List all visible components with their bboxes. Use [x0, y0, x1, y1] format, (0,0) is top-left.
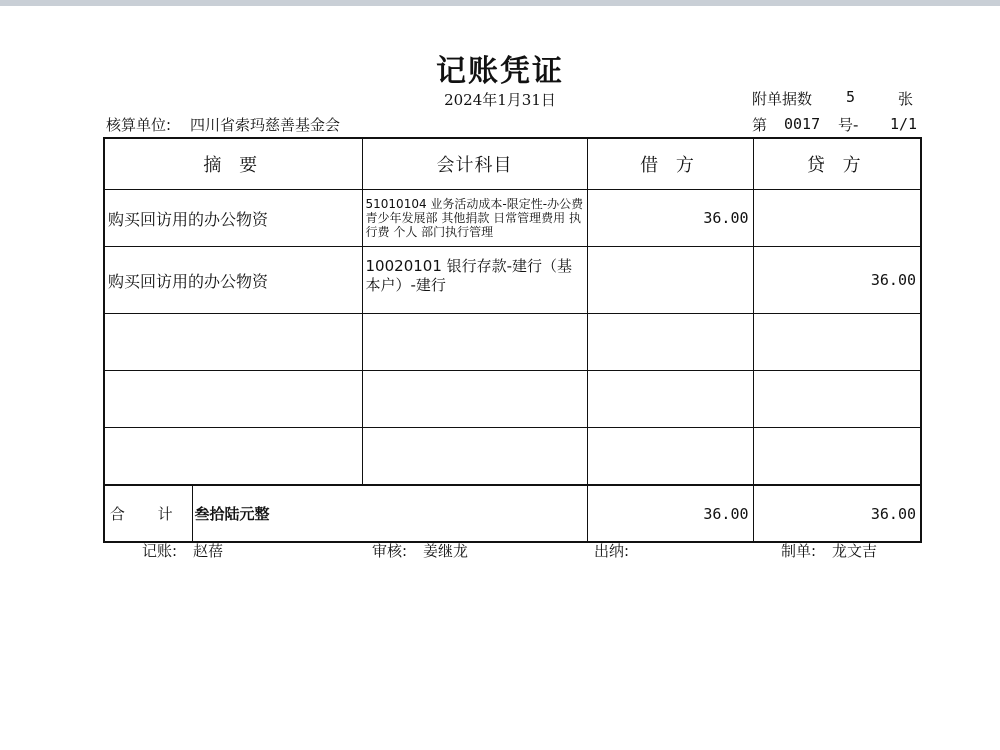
- column-summary-header: 摘 要: [104, 138, 362, 190]
- voucher-page: 1/1: [890, 115, 918, 133]
- voucher-table: [103, 137, 922, 543]
- entry-account: 10020101 银行存款-建行（基本户）-建行: [362, 247, 587, 314]
- voucher-title: 记账凭证: [436, 54, 564, 89]
- voucher-date: 2024年1月31日: [444, 91, 556, 109]
- entry-debit: [587, 428, 753, 486]
- reviewer-label: 审核:: [372, 542, 408, 560]
- column-account-header: 会计科目: [362, 138, 587, 190]
- entry-account: [362, 371, 587, 428]
- entry-debit: 36.00: [587, 190, 753, 247]
- attachments-count: 5: [846, 88, 856, 106]
- cashier-label: 出纳:: [594, 542, 630, 560]
- entry-summary: [104, 428, 362, 486]
- entry-account: 51010104 业务活动成本-限定性-办公费 青少年发展部 其他捐款 日常管理费用 执行费 个人 部门执行管理: [362, 190, 587, 247]
- table-row: [104, 247, 921, 314]
- total-row: [104, 485, 921, 542]
- preparer-label: 制单:: [781, 542, 817, 560]
- preparer-name: 龙文吉: [832, 542, 878, 560]
- entry-summary: 购买回访用的办公物资: [104, 190, 362, 247]
- entry-summary: 购买回访用的办公物资: [104, 247, 362, 314]
- scan-top-edge: [0, 0, 1000, 6]
- voucher-number: 0017: [784, 115, 821, 133]
- table-row: [104, 190, 921, 247]
- column-credit-header: 贷 方: [753, 138, 921, 190]
- table-row: [104, 428, 921, 486]
- entry-account: [362, 314, 587, 371]
- entry-account: [362, 428, 587, 486]
- entry-summary: [104, 314, 362, 371]
- entry-credit: [753, 314, 921, 371]
- entry-credit: [753, 371, 921, 428]
- table-row: [104, 314, 921, 371]
- total-label: 合 计: [104, 485, 192, 542]
- column-debit-header: 借 方: [587, 138, 753, 190]
- entry-debit: [587, 314, 753, 371]
- table-row: [104, 371, 921, 428]
- attachments-unit: 张: [898, 90, 914, 108]
- entry-debit: [587, 371, 753, 428]
- total-amount-words: 叁拾陆元整: [192, 485, 587, 542]
- entry-credit: 36.00: [753, 247, 921, 314]
- unit-label: 核算单位:: [106, 116, 172, 134]
- total-credit: 36.00: [753, 485, 921, 542]
- reviewer-name: 姜继龙: [423, 542, 469, 560]
- attachments-label: 附单据数: [752, 90, 813, 108]
- entry-credit: [753, 190, 921, 247]
- bookkeeper-label: 记账:: [142, 542, 178, 560]
- unit-name: 四川省索玛慈善基金会: [190, 116, 341, 134]
- bookkeeper-name: 赵蓓: [193, 542, 224, 560]
- voucher-no-prefix: 第: [752, 116, 768, 134]
- entry-debit: [587, 247, 753, 314]
- entry-summary: [104, 371, 362, 428]
- entry-credit: [753, 428, 921, 486]
- voucher-no-suffix: 号-: [838, 116, 859, 134]
- total-debit: 36.00: [587, 485, 753, 542]
